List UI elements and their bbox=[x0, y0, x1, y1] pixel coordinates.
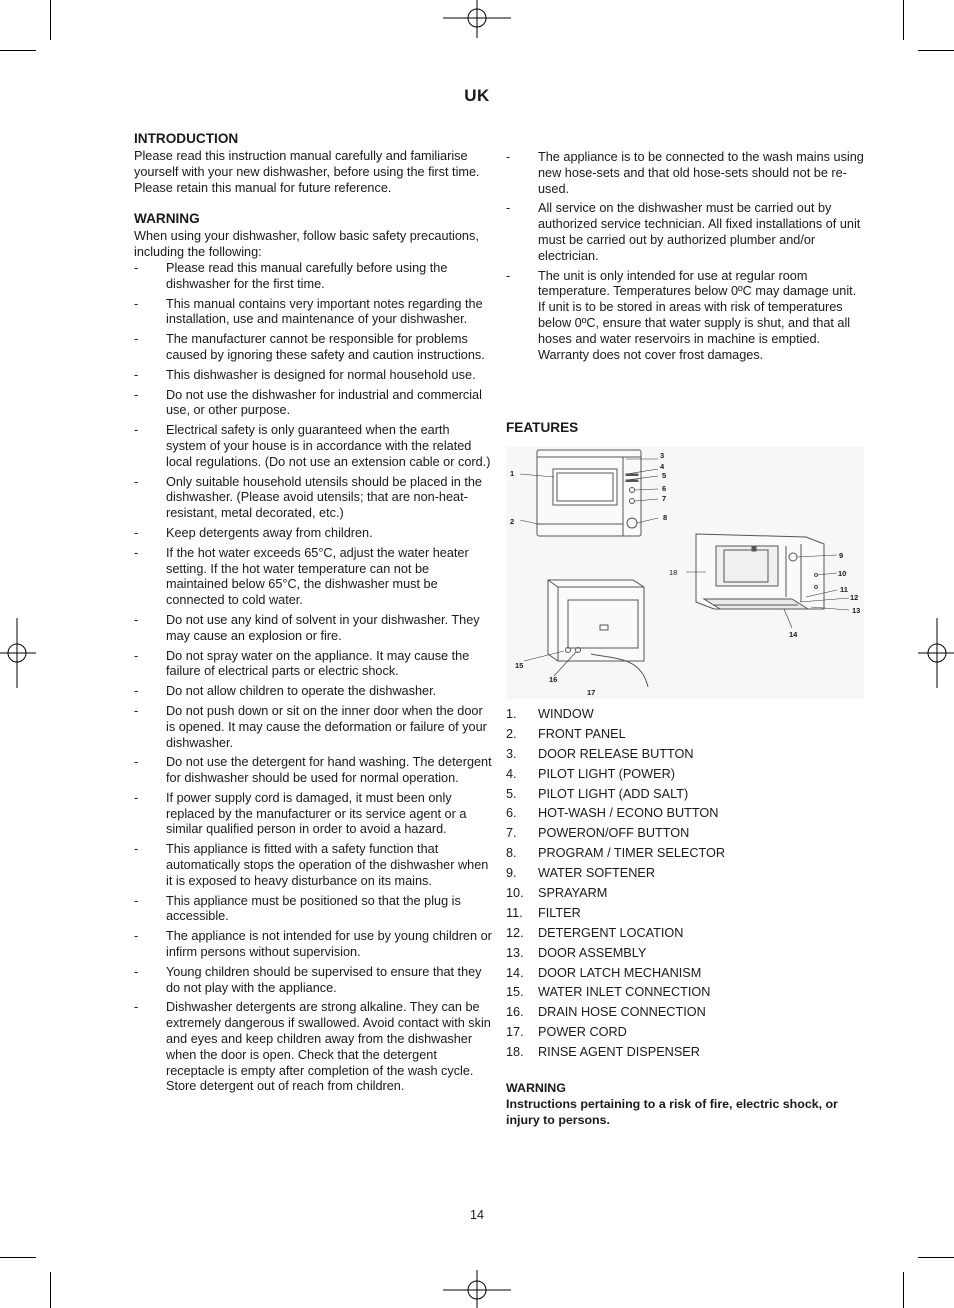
warning-list bbox=[134, 261, 492, 1095]
list-item bbox=[506, 745, 864, 765]
callout-1: 1 bbox=[510, 469, 515, 478]
item-label: FILTER bbox=[538, 905, 581, 920]
warning-section bbox=[134, 210, 492, 1095]
bottom-warning-title: WARNING bbox=[506, 1081, 566, 1095]
item-label: PROGRAM / TIMER SELECTOR bbox=[538, 846, 726, 861]
list-item bbox=[506, 1043, 864, 1063]
item-number: 3. bbox=[506, 746, 517, 761]
crop-mark-tl-v bbox=[50, 0, 51, 40]
callout-9: 9 bbox=[839, 551, 844, 560]
list-item bbox=[506, 705, 864, 725]
registration-mark-left bbox=[0, 618, 36, 688]
introduction-title: INTRODUCTION bbox=[134, 131, 239, 146]
bottom-warning bbox=[506, 1080, 864, 1128]
crop-mark-tl-h bbox=[0, 50, 36, 51]
list-item: - Young children should be supervised to ensure that they do not play with the appliance. bbox=[134, 965, 492, 997]
list-item: - Do not use any kind of solvent in your dishwasher. They may cause an explosion or fire. bbox=[134, 613, 492, 645]
list-item: - Keep detergents away from children. bbox=[134, 526, 492, 542]
list-item: - Electrical safety is only guaranteed when the earth system of your house is in accordance with the related local regulations. (Do not use an extension cable or cord.) bbox=[134, 423, 492, 470]
introduction-text: Please read this instruction manual carefully and familiarise yourself with your new dishwasher, before using the first time. Please retain this manual for future reference. bbox=[134, 149, 480, 195]
item-label: DETERGENT LOCATION bbox=[538, 925, 684, 940]
bottom-warning-text: Instructions pertaining to a risk of fire, electric shock, or injury to persons. bbox=[506, 1097, 838, 1127]
warning-list-continued bbox=[506, 150, 864, 363]
list-item: - Only suitable household utensils should be placed in the dishwasher. (Please avoid utensils; that are non-heat-resistant, metal decorated, etc.) bbox=[134, 475, 492, 522]
item-label: WATER INLET CONNECTION bbox=[538, 985, 711, 1000]
list-item bbox=[506, 785, 864, 805]
list-item: - Please read this manual carefully before using the dishwasher for the first time. bbox=[134, 261, 492, 293]
crop-mark-tr-h bbox=[918, 50, 954, 51]
callout-7: 7 bbox=[662, 494, 667, 503]
list-item bbox=[506, 904, 864, 924]
right-column bbox=[506, 150, 864, 367]
item-label: DRAIN HOSE CONNECTION bbox=[538, 1005, 706, 1020]
list-item: - Dishwasher detergents are strong alkaline. They can be extremely dangerous if swallowed. Avoid contact with skin and eyes and keep children away from the dishwasher when the door is open. Check that the detergent receptacle is empty after completion of the wash cycle. Store detergent out of reach from children. bbox=[134, 1000, 492, 1095]
list-item: - The unit is only intended for use at regular room temperature. Temperatures below 0ºC may damage unit. If unit is to be stored in areas with risk of temperatures below 0ºC, ensure that water supply is shut, and that all hoses and water reservoirs in machine is emptied. Warranty does not cover frost damages. bbox=[506, 269, 864, 364]
features-title: FEATURES bbox=[506, 420, 579, 435]
front-view bbox=[537, 450, 641, 536]
callout-11: 11 bbox=[840, 585, 848, 594]
list-item: - The appliance is not intended for use by young children or infirm persons without supervision. bbox=[134, 929, 492, 961]
list-item bbox=[506, 924, 864, 944]
callout-17: 17 bbox=[587, 688, 596, 697]
item-number: 10. bbox=[506, 886, 524, 901]
item-number: 4. bbox=[506, 766, 517, 781]
registration-mark-bottom bbox=[443, 1270, 511, 1308]
crop-mark-tr-v bbox=[903, 0, 904, 40]
list-item: - This appliance is fitted with a safety function that automatically stops the operation of the dishwasher when it is exposed to heavy disturbance on its mains. bbox=[134, 842, 492, 889]
crop-mark-br-v bbox=[903, 1272, 904, 1308]
list-item: - The appliance is to be connected to the wash mains using new hose-sets and that old hose-sets should not be re-used. bbox=[506, 150, 864, 197]
item-number: 5. bbox=[506, 786, 517, 801]
item-label: SPRAYARM bbox=[538, 886, 608, 901]
dishwasher-diagram bbox=[506, 447, 864, 699]
item-number: 13. bbox=[506, 945, 524, 960]
list-item: - Do not spray water on the appliance. It may cause the failure of electrical parts or electric shock. bbox=[134, 649, 492, 681]
warning-title: WARNING bbox=[134, 211, 200, 227]
item-number: 16. bbox=[506, 1005, 524, 1020]
list-item bbox=[506, 1023, 864, 1043]
callout-15: 15 bbox=[515, 661, 524, 670]
warning-lead: When using your dishwasher, follow basic safety precautions, including the following: bbox=[134, 229, 479, 260]
item-label: DOOR RELEASE BUTTON bbox=[538, 746, 694, 761]
list-item bbox=[506, 983, 864, 1003]
features-list bbox=[506, 705, 864, 1063]
list-item bbox=[506, 804, 864, 824]
item-label: PILOT LIGHT (ADD SALT) bbox=[538, 786, 689, 801]
item-label: HOT-WASH / ECONO BUTTON bbox=[538, 806, 719, 821]
list-item bbox=[506, 964, 864, 984]
list-item bbox=[506, 824, 864, 844]
crop-mark-bl-v bbox=[50, 1272, 51, 1308]
item-label: DOOR ASSEMBLY bbox=[538, 945, 647, 960]
language-header: UK bbox=[464, 86, 490, 105]
page-number: 14 bbox=[470, 1208, 484, 1222]
crop-mark-bl-h bbox=[0, 1257, 36, 1258]
item-label: DOOR LATCH MECHANISM bbox=[538, 965, 702, 980]
list-item bbox=[506, 864, 864, 884]
item-label: WINDOW bbox=[538, 707, 594, 721]
list-item: - The manufacturer cannot be responsible for problems caused by ignoring these safety and caution instructions. bbox=[134, 332, 492, 364]
list-item bbox=[506, 844, 864, 864]
list-item bbox=[506, 884, 864, 904]
item-number: 15. bbox=[506, 985, 524, 1000]
callout-16: 16 bbox=[549, 675, 558, 684]
list-item: - This appliance must be positioned so that the plug is accessible. bbox=[134, 894, 492, 926]
callout-3: 3 bbox=[660, 451, 665, 460]
callout-5: 5 bbox=[662, 471, 667, 480]
callout-13: 13 bbox=[852, 606, 861, 615]
item-number: 14. bbox=[506, 965, 524, 980]
list-item bbox=[506, 944, 864, 964]
list-item: - If power supply cord is damaged, it must been only replaced by the manufacturer or its service agent or a similar qualified person in order to avoid a hazard. bbox=[134, 791, 492, 838]
list-item: - Do not use the detergent for hand washing. The detergent for dishwasher should be used for normal operation. bbox=[134, 755, 492, 787]
item-label: RINSE AGENT DISPENSER bbox=[538, 1045, 700, 1060]
list-item: - This dishwasher is designed for normal household use. bbox=[134, 368, 492, 384]
registration-mark-top bbox=[443, 0, 511, 38]
callout-10: 10 bbox=[838, 569, 847, 578]
list-item bbox=[506, 725, 864, 745]
callout-12: 12 bbox=[850, 593, 859, 602]
item-label: FRONT PANEL bbox=[538, 726, 626, 741]
callout-18: 18 bbox=[669, 568, 678, 577]
item-number: 7. bbox=[506, 826, 517, 841]
item-number: 2. bbox=[506, 726, 517, 741]
item-number: 8. bbox=[506, 846, 517, 861]
list-item: - This manual contains very important notes regarding the installation, use and maintenance of your dishwasher. bbox=[134, 297, 492, 329]
item-number: 6. bbox=[506, 806, 517, 821]
item-number: 1. bbox=[506, 707, 517, 721]
callout-6: 6 bbox=[662, 484, 667, 493]
list-item bbox=[506, 765, 864, 785]
item-label: POWER CORD bbox=[538, 1025, 627, 1040]
list-item: - All service on the dishwasher must be carried out by authorized service technician. All fixed installations of unit must be carried out by authorized plumber and/or electrician. bbox=[506, 201, 864, 264]
item-number: 9. bbox=[506, 866, 517, 881]
list-item: - Do not allow children to operate the dishwasher. bbox=[134, 684, 492, 700]
list-item: - Do not push down or sit on the inner door when the door is opened. It may cause the deformation or failure of your dishwasher. bbox=[134, 704, 492, 751]
callout-2: 2 bbox=[510, 517, 515, 526]
window-outline bbox=[553, 469, 617, 505]
open-door-view bbox=[696, 534, 824, 609]
item-label: PILOT LIGHT (POWER) bbox=[538, 766, 675, 781]
callout-14: 14 bbox=[789, 630, 798, 639]
list-item: - If the hot water exceeds 65°C, adjust the water heater setting. If the hot water temperature can not be maintained below 65°C, the dishwasher must be connected to cold water. bbox=[134, 546, 492, 609]
callout-4: 4 bbox=[660, 462, 665, 471]
introduction-section bbox=[134, 130, 492, 196]
list-item: - Do not use the dishwasher for industrial and commercial use, or other purpose. bbox=[134, 388, 492, 420]
item-label: POWERON/OFF BUTTON bbox=[538, 826, 690, 841]
item-number: 12. bbox=[506, 925, 524, 940]
registration-mark-right bbox=[918, 618, 954, 688]
item-number: 17. bbox=[506, 1025, 524, 1040]
left-column bbox=[134, 130, 492, 1109]
crop-mark-br-h bbox=[918, 1257, 954, 1258]
list-item bbox=[506, 1003, 864, 1023]
item-label: WATER SOFTENER bbox=[538, 866, 656, 881]
item-number: 18. bbox=[506, 1045, 524, 1060]
item-number: 11. bbox=[506, 905, 523, 920]
callout-8: 8 bbox=[663, 513, 668, 522]
